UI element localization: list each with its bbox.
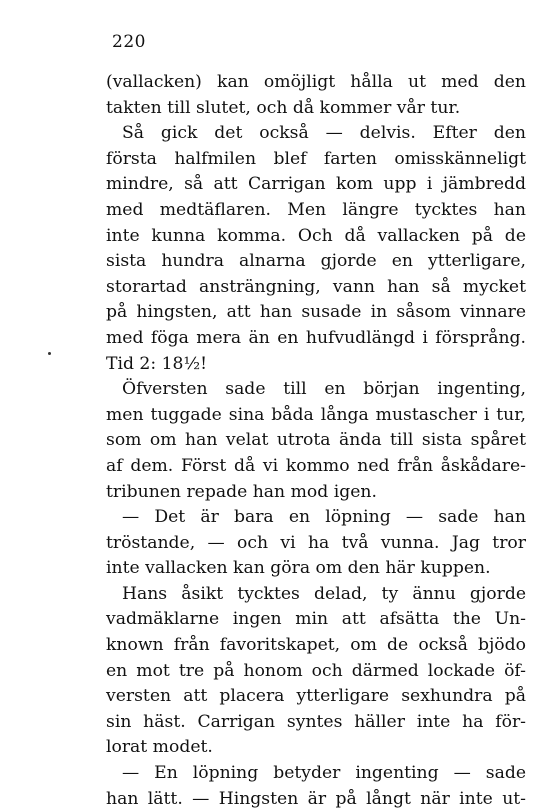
page-number: 220 bbox=[112, 32, 146, 52]
text-line: som om han velat utrota ända till sista spåret bbox=[106, 430, 526, 451]
text-line: storartad ansträngning, vann han så mycket bbox=[106, 276, 526, 297]
text-line: versten att placera ytterligare sexhundra på bbox=[106, 686, 526, 707]
text-line: vadmäklarne ingen min att afsätta the Un- bbox=[106, 609, 526, 630]
text-line: Öfversten sade till en början ingenting, bbox=[122, 379, 526, 400]
text-line: af dem. Först då vi kommo ned från åskådare- bbox=[106, 455, 526, 476]
text-line: sin häst. Carrigan syntes häller inte ha för- bbox=[106, 711, 526, 732]
text-line: Så gick det också — delvis. Efter den bbox=[122, 123, 526, 144]
text-line: första halfmilen blef farten omisskänneligt bbox=[106, 148, 526, 169]
text-line: tribunen repade han mod igen. bbox=[106, 481, 377, 502]
body-text bbox=[106, 70, 526, 812]
text-line: med medtäflaren. Men längre tycktes han bbox=[106, 199, 526, 220]
text-line: takten till slutet, och då kommer vår tur. bbox=[106, 97, 461, 118]
text-line: mindre, så att Carrigan kom upp i jämbredd bbox=[106, 174, 526, 195]
text-line: men tuggade sina båda långa mustascher i tur, bbox=[106, 404, 526, 425]
text-line: known från favoritskapet, om de också bjödo bbox=[106, 635, 526, 656]
text-line: Hans åsikt tycktes delad, ty ännu gjorde bbox=[122, 583, 526, 604]
margin-mark bbox=[48, 352, 51, 355]
text-line: inte kunna komma. Och då vallacken på de bbox=[106, 225, 526, 246]
text-line: — Det är bara en löpning — sade han bbox=[122, 507, 526, 528]
text-line: (vallacken) kan omöjligt hålla ut med den bbox=[106, 72, 526, 92]
text-line: — En löpning betyder ingenting — sade bbox=[122, 763, 526, 784]
text-line: han lätt. — Hingsten är på långt när inte ut- bbox=[106, 788, 526, 809]
text-line: sista hundra alnarna gjorde en ytterligare, bbox=[106, 251, 526, 272]
text-line: Tid 2: 18½! bbox=[106, 353, 208, 374]
text-line: med föga mera än en hufvudlängd i försprång. bbox=[106, 327, 526, 348]
text-line: en mot tre på honom och därmed lockade öf- bbox=[106, 660, 526, 681]
text-line: tröstande, — och vi ha två vunna. Jag tror bbox=[106, 532, 526, 553]
text-line: på hingsten, att han susade in såsom vinnare bbox=[106, 302, 526, 323]
text-line: lorat modet. bbox=[106, 737, 213, 758]
text-line: inte vallacken kan göra om den här kuppen. bbox=[106, 558, 491, 579]
